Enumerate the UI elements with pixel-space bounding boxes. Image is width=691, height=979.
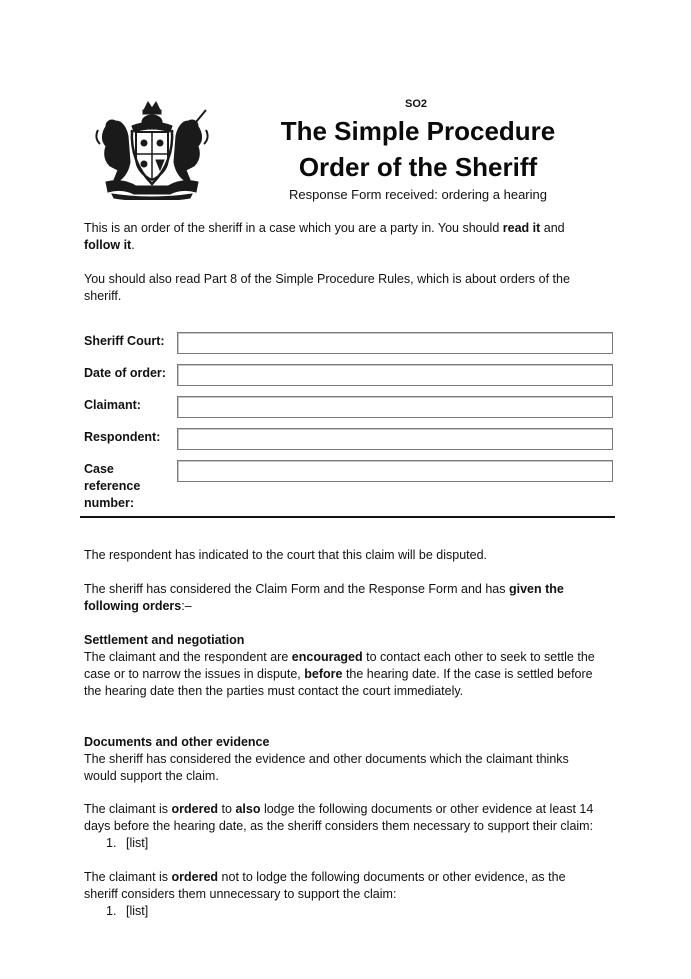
not-lodge-list-number: 1.	[106, 904, 117, 918]
case-reference-field[interactable]	[177, 460, 613, 482]
lodge-list-number: 1.	[106, 836, 117, 850]
intro-paragraph-2: You should also read Part 8 of the Simple Procedure Rules, which is about orders of the sheriff.	[84, 272, 570, 303]
disputed-paragraph: The respondent has indicated to the court that this claim will be disputed.	[84, 548, 488, 562]
date-of-order-label: Date of order:	[84, 366, 166, 380]
page-subtitle: Response Form received: ordering a hearing	[289, 187, 547, 202]
not-lodge-list-item: [list]	[126, 904, 149, 918]
settlement-paragraph: The claimant and the respondent are encouraged to contact each other to seek to settle the case or to narrow the issues in dispute, before the hearing date. If the case is settled before the hearing date then the parties must contact the court immediately.	[84, 650, 595, 698]
case-reference-label-line-3: number:	[84, 496, 134, 510]
not-lodge-order-paragraph: The claimant is ordered not to lodge the following documents or other evidence, as the sheriff considers them unnecessary to support the claim:	[84, 870, 566, 901]
section-divider	[80, 516, 615, 518]
respondent-field[interactable]	[177, 428, 613, 450]
sheriff-court-label: Sheriff Court:	[84, 334, 165, 348]
sheriff-court-field[interactable]	[177, 332, 613, 354]
documents-paragraph: The sheriff has considered the evidence and other documents which the claimant thinks would support the claim.	[84, 752, 569, 783]
lodge-order-paragraph: The claimant is ordered to also lodge the following documents or other evidence at least 14 days before the hearing date, as the sheriff considers them necessary to support their claim:	[84, 802, 594, 833]
case-reference-label	[84, 461, 140, 512]
case-reference-label-line-2: reference	[84, 479, 141, 493]
claimant-label: Claimant:	[84, 398, 141, 412]
intro-paragraph-1: This is an order of the sheriff in a case which you are a party in. You should read it and follow it.	[84, 221, 565, 252]
form-code: SO2	[405, 98, 428, 110]
date-of-order-field[interactable]	[177, 364, 613, 386]
lodge-list-item: [list]	[126, 836, 149, 850]
claimant-field[interactable]	[177, 396, 613, 418]
page-title-line-2: Order of the Sheriff	[298, 152, 538, 182]
royal-coat-of-arms-logo	[92, 100, 212, 200]
documents-heading: Documents and other evidence	[84, 735, 270, 749]
settlement-heading: Settlement and negotiation	[84, 633, 245, 647]
page-title-line-1: The Simple Procedure	[280, 116, 556, 146]
respondent-label: Respondent:	[84, 430, 161, 444]
orders-intro-paragraph: The sheriff has considered the Claim Form and the Response Form and has given the following orders:–	[84, 582, 564, 613]
case-reference-label-line-1: Case	[84, 462, 114, 476]
